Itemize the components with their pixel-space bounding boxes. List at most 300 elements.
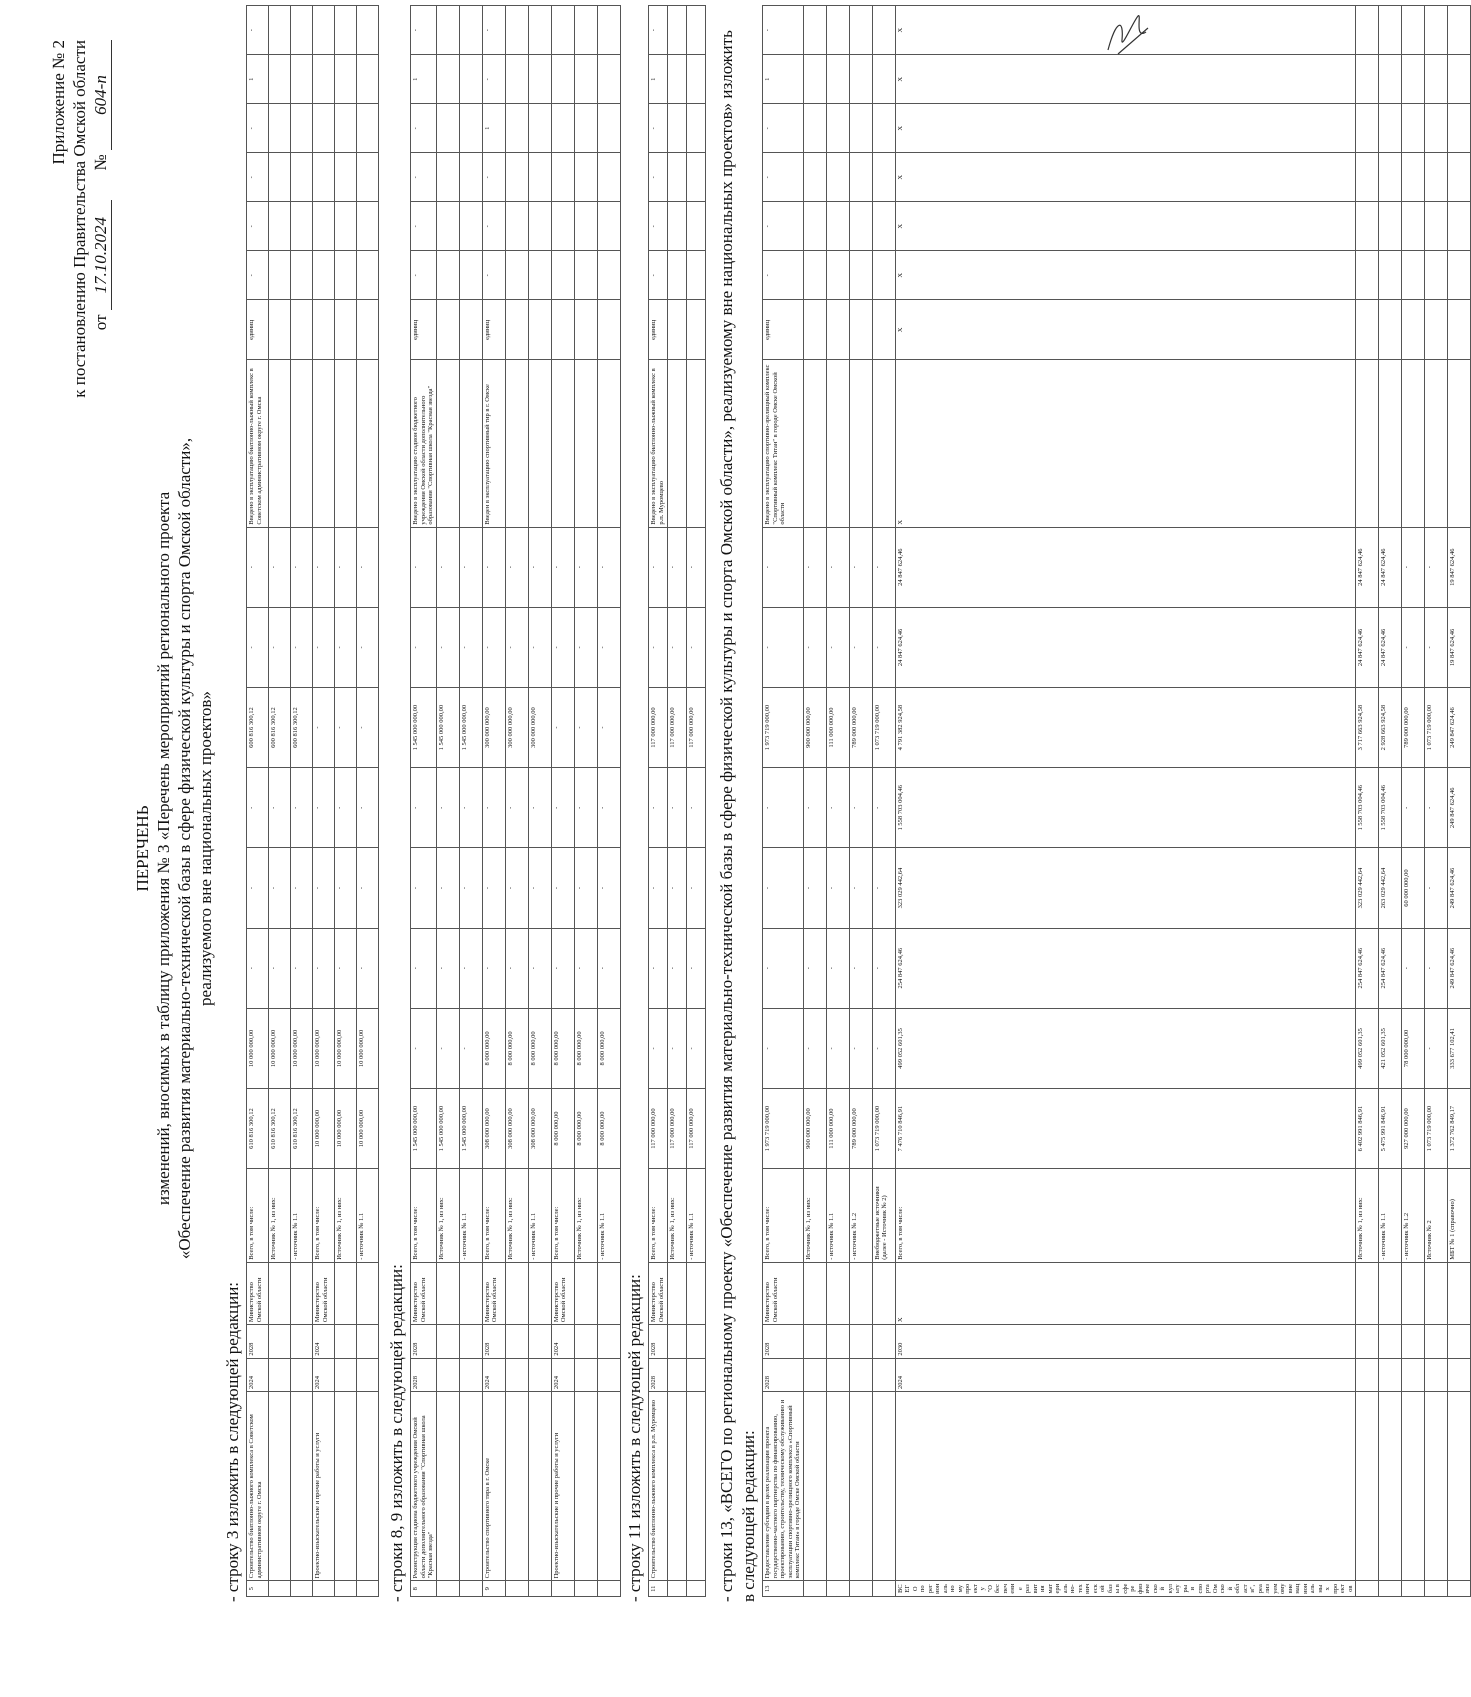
table-cell xyxy=(597,55,620,104)
table-cell: - xyxy=(482,607,505,687)
table-cell: 1 545 000 000,00 xyxy=(411,687,437,767)
table-cell xyxy=(574,1581,597,1597)
table-cell: 2024 xyxy=(313,1358,335,1391)
table-cell xyxy=(1402,360,1425,527)
table-cell: - xyxy=(411,251,437,300)
table-cell xyxy=(528,251,551,300)
table-cell xyxy=(849,104,872,153)
table-cell xyxy=(574,104,597,153)
table-cell xyxy=(459,1325,482,1358)
table-cell xyxy=(1448,104,1471,153)
table-cell xyxy=(826,1392,849,1581)
table-cell xyxy=(826,55,849,104)
table-cell: - xyxy=(436,848,459,928)
decree-label: к постановлению Правительства Омской области xyxy=(70,40,89,398)
decree-date: 17.10.2024 xyxy=(90,200,112,310)
table-row xyxy=(357,6,379,1597)
table-cell xyxy=(291,202,313,251)
table-cell: - xyxy=(269,848,291,928)
table-cell xyxy=(1356,360,1379,527)
table-cell xyxy=(459,6,482,55)
table-cell xyxy=(459,251,482,300)
table-cell xyxy=(528,300,551,360)
table-cell xyxy=(1379,360,1402,527)
table-cell: 610 816 300,12 xyxy=(247,1089,269,1169)
table-cell xyxy=(1402,1581,1425,1597)
table-cell: 2028 xyxy=(649,1358,668,1391)
table-cell: 1 xyxy=(247,55,269,104)
table-cell: - источник № 1.1 xyxy=(1379,1169,1402,1263)
table-cell: - xyxy=(411,153,437,202)
table-cell xyxy=(313,55,335,104)
table-cell xyxy=(1425,202,1448,251)
table-cell: 24 847 624,46 xyxy=(1379,527,1402,607)
table-cell: 1 558 703 004,46 xyxy=(1379,768,1402,848)
table-cell xyxy=(849,1581,872,1597)
table-row xyxy=(1356,6,1379,1597)
table-cell: - xyxy=(597,607,620,687)
table-cell: 2028 xyxy=(763,1358,804,1391)
table-cell: 117 000 000,00 xyxy=(649,687,668,767)
table-cell: - xyxy=(1402,527,1425,607)
table-cell: - xyxy=(335,607,357,687)
table-cell xyxy=(574,202,597,251)
table-cell xyxy=(335,300,357,360)
table-cell xyxy=(1425,300,1448,360)
table-cell xyxy=(849,55,872,104)
table-cell: - xyxy=(649,1008,668,1088)
table-cell: - xyxy=(597,527,620,607)
table-cell xyxy=(687,1581,706,1597)
table-cell xyxy=(687,300,706,360)
table-cell xyxy=(1356,1262,1379,1324)
table-cell: - xyxy=(247,6,269,55)
table-cell: 499 052 601,35 xyxy=(1356,1008,1379,1088)
table-cell xyxy=(1356,1358,1379,1391)
table-cell: 19 847 624,46 xyxy=(1448,527,1471,607)
table-cell: 333 677 102,41 xyxy=(1448,1008,1471,1088)
table-cell: - xyxy=(291,848,313,928)
table-cell xyxy=(849,1358,872,1391)
table-cell xyxy=(826,1325,849,1358)
table-cell: - xyxy=(482,527,505,607)
table-cell: Всего, в том числе: xyxy=(482,1169,505,1263)
table-cell: - xyxy=(482,202,505,251)
table-row xyxy=(763,6,804,1597)
table-cell: - xyxy=(551,768,574,848)
table-cell xyxy=(291,1581,313,1597)
table-cell xyxy=(269,6,291,55)
table-cell xyxy=(1425,251,1448,300)
table-cell: 6 402 991 846,91 xyxy=(1356,1089,1379,1169)
decree-date-number: от 17.10.2024 № 604-п xyxy=(90,40,112,398)
table-cell: - xyxy=(291,928,313,1008)
table-cell: - xyxy=(528,527,551,607)
table-cell xyxy=(826,1262,849,1324)
table-cell xyxy=(1356,104,1379,153)
table-rows-13-total xyxy=(762,5,1471,1597)
table-cell: 1 545 000 000,00 xyxy=(411,1089,437,1169)
table-cell: - xyxy=(649,251,668,300)
table-cell: - xyxy=(849,928,872,1008)
table-cell: 789 000 000,00 xyxy=(849,687,872,767)
table-cell: Источник № 2 xyxy=(1425,1169,1448,1263)
table-cell: 24 847 624,46 xyxy=(1379,607,1402,687)
table-cell: Х xyxy=(895,251,1356,300)
table-cell: 1 545 000 000,00 xyxy=(436,687,459,767)
table-cell xyxy=(574,6,597,55)
table-cell: Введено в эксплуатацию биатлонно-лыжный комплекс в Советском административном округе г. Омска xyxy=(247,360,269,527)
table-cell: - источник № 1.2 xyxy=(1402,1169,1425,1263)
table-cell: единиц xyxy=(247,300,269,360)
table-cell xyxy=(459,104,482,153)
table-cell: - xyxy=(459,848,482,928)
table-cell xyxy=(826,1358,849,1391)
table-cell: 10 000 000,00 xyxy=(269,1008,291,1088)
table-cell xyxy=(1448,153,1471,202)
table-cell: 249 847 624,46 xyxy=(1448,928,1471,1008)
table-cell xyxy=(1448,55,1471,104)
table-cell: - xyxy=(247,607,269,687)
table-cell xyxy=(335,1325,357,1358)
table-cell xyxy=(436,1358,459,1391)
table-cell: - xyxy=(687,1008,706,1088)
table-cell: - xyxy=(803,848,826,928)
table-cell: - xyxy=(763,527,804,607)
table-cell xyxy=(872,360,895,527)
table-cell: 2028 xyxy=(482,1325,505,1358)
table-cell: 24 847 624,46 xyxy=(1356,607,1379,687)
table-cell xyxy=(597,1581,620,1597)
table-cell xyxy=(668,1358,687,1391)
table-cell: - xyxy=(826,768,849,848)
table-cell xyxy=(291,251,313,300)
table-cell: - xyxy=(649,848,668,928)
table-cell xyxy=(291,55,313,104)
table-cell: Всего, в том числе: xyxy=(895,1169,1356,1263)
table-cell xyxy=(597,6,620,55)
table-cell xyxy=(687,1358,706,1391)
table-cell: МБТ № 1 (справочно) xyxy=(1448,1169,1471,1263)
table-cell: - xyxy=(1425,527,1448,607)
table-cell xyxy=(357,1392,379,1581)
table-cell: - xyxy=(668,527,687,607)
table-cell: 1 558 703 004,46 xyxy=(1356,768,1379,848)
table-cell xyxy=(436,1581,459,1597)
table-cell xyxy=(291,104,313,153)
table-cell: 2030 xyxy=(895,1325,1356,1358)
table-cell xyxy=(574,55,597,104)
table-cell: 1 xyxy=(763,55,804,104)
table-cell xyxy=(803,1392,826,1581)
table-cell xyxy=(269,153,291,202)
table-row xyxy=(551,6,574,1597)
table-cell: - xyxy=(574,687,597,767)
table-row xyxy=(649,6,668,1597)
table-cell: 308 000 000,00 xyxy=(482,1089,505,1169)
table-cell xyxy=(551,360,574,527)
table-cell: 1 558 703 004,46 xyxy=(895,768,1356,848)
table-cell: - xyxy=(411,607,437,687)
table-cell: - xyxy=(649,607,668,687)
table-cell xyxy=(291,1325,313,1358)
table-cell xyxy=(357,104,379,153)
table-cell: 300 000 000,00 xyxy=(482,687,505,767)
table-cell xyxy=(291,6,313,55)
table-cell xyxy=(668,1392,687,1581)
table-cell: Министерство Омской области xyxy=(551,1262,574,1324)
table-cell: 254 847 624,46 xyxy=(895,928,1356,1008)
table-cell: 308 000 000,00 xyxy=(528,1089,551,1169)
table-cell: - xyxy=(247,153,269,202)
table-cell: 323 029 442,64 xyxy=(895,848,1356,928)
table-cell xyxy=(1356,202,1379,251)
table-cell: 10 000 000,00 xyxy=(291,1008,313,1088)
table-cell xyxy=(1356,251,1379,300)
table-cell: - xyxy=(1425,768,1448,848)
table-cell: Министерство Омской области xyxy=(649,1262,668,1324)
table-cell: 8 000 000,00 xyxy=(551,1008,574,1088)
table-cell: - xyxy=(826,527,849,607)
table-cell: 11 xyxy=(649,1581,668,1597)
table-cell xyxy=(357,300,379,360)
table-cell: - xyxy=(872,848,895,928)
table-cell: 78 000 000,00 xyxy=(1402,1008,1425,1088)
table-cell: - xyxy=(849,1008,872,1088)
table-cell xyxy=(1379,1325,1402,1358)
table-cell xyxy=(1402,55,1425,104)
table-cell xyxy=(826,300,849,360)
table-cell: - xyxy=(668,848,687,928)
table-cell xyxy=(1402,1392,1425,1581)
table-cell: 117 000 000,00 xyxy=(687,1089,706,1169)
table-cell xyxy=(313,1581,335,1597)
table-cell xyxy=(436,55,459,104)
table-cell: - xyxy=(528,768,551,848)
table-cell: Всего, в том числе: xyxy=(313,1169,335,1263)
table-cell: 4 791 382 924,58 xyxy=(895,687,1356,767)
table-cell xyxy=(335,1358,357,1391)
table-cell: 900 000 000,00 xyxy=(803,687,826,767)
table-cell: 1 xyxy=(649,55,668,104)
table-cell xyxy=(459,153,482,202)
table-cell: - xyxy=(459,928,482,1008)
table-cell: 600 816 300,12 xyxy=(269,687,291,767)
table-cell: - xyxy=(247,527,269,607)
table-cell: Х xyxy=(895,300,1356,360)
table-cell: - xyxy=(872,928,895,1008)
table-row xyxy=(1379,6,1402,1597)
table-cell: Х xyxy=(895,55,1356,104)
table-cell: - xyxy=(459,527,482,607)
table-cell xyxy=(803,153,826,202)
table-cell: 8 000 000,00 xyxy=(574,1008,597,1088)
table-cell xyxy=(1402,300,1425,360)
table-cell: - xyxy=(335,928,357,1008)
table-row xyxy=(849,6,872,1597)
table-cell: - xyxy=(482,928,505,1008)
table-cell xyxy=(574,360,597,527)
table-cell: - xyxy=(436,527,459,607)
table-row xyxy=(803,6,826,1597)
table-cell: - источник № 1.1 xyxy=(291,1169,313,1263)
table-cell xyxy=(597,1392,620,1581)
table-cell xyxy=(597,202,620,251)
table-cell: 1 073 719 000,00 xyxy=(1425,687,1448,767)
table-cell xyxy=(269,251,291,300)
table-cell xyxy=(1425,1325,1448,1358)
table-cell xyxy=(1356,1581,1379,1597)
table-cell xyxy=(505,1392,528,1581)
table-cell: 1 xyxy=(411,55,437,104)
table-cell: 2024 xyxy=(551,1358,574,1391)
table-cell xyxy=(849,1325,872,1358)
table-cell: 499 052 601,35 xyxy=(895,1008,1356,1088)
table-cell xyxy=(357,153,379,202)
table-cell xyxy=(1379,251,1402,300)
table-cell xyxy=(291,360,313,527)
table-cell xyxy=(849,202,872,251)
table-cell: 24 847 624,46 xyxy=(895,527,1356,607)
table-cell: - xyxy=(1402,928,1425,1008)
table-cell xyxy=(505,1262,528,1324)
table-cell: единиц xyxy=(482,300,505,360)
table-cell: - xyxy=(269,607,291,687)
table-cell: 7 476 710 846,91 xyxy=(895,1089,1356,1169)
table-cell xyxy=(551,6,574,55)
table-cell: Всего, в том числе: xyxy=(763,1169,804,1263)
table-cell xyxy=(269,1392,291,1581)
table-row-11 xyxy=(648,5,706,1597)
table-cell xyxy=(687,55,706,104)
table-cell: - xyxy=(482,251,505,300)
table-cell: - xyxy=(247,928,269,1008)
table-cell: 10 000 000,00 xyxy=(357,1008,379,1088)
table-cell: - xyxy=(411,768,437,848)
table-cell xyxy=(436,6,459,55)
table-cell xyxy=(313,153,335,202)
table-cell xyxy=(436,104,459,153)
table-cell: 8 xyxy=(411,1581,437,1597)
table-cell xyxy=(849,6,872,55)
table-cell xyxy=(528,202,551,251)
table-cell: Источник № 1, из них: xyxy=(335,1169,357,1263)
table-cell xyxy=(459,300,482,360)
table-cell: 789 000 000,00 xyxy=(1402,687,1425,767)
table-cell: - xyxy=(1402,768,1425,848)
table-cell xyxy=(1448,360,1471,527)
table-cell xyxy=(528,6,551,55)
table-cell xyxy=(436,1262,459,1324)
table-cell xyxy=(1402,6,1425,55)
table-cell xyxy=(872,251,895,300)
table-cell: Проектно-изыскательские и прочие работы и услуги xyxy=(313,1392,335,1581)
table-cell xyxy=(1448,1581,1471,1597)
table-cell xyxy=(269,104,291,153)
table-cell: - xyxy=(357,768,379,848)
table-cell xyxy=(826,251,849,300)
table-cell xyxy=(826,6,849,55)
table-cell: - xyxy=(505,768,528,848)
table-cell xyxy=(459,1581,482,1597)
table-cell: - xyxy=(763,607,804,687)
table-cell: 300 000 000,00 xyxy=(505,687,528,767)
table-cell: - xyxy=(826,1008,849,1088)
table-cell: 24 847 624,46 xyxy=(895,607,1356,687)
table-cell xyxy=(1379,153,1402,202)
table-cell: - xyxy=(313,768,335,848)
table-cell xyxy=(313,360,335,527)
table-cell xyxy=(436,153,459,202)
table-cell xyxy=(872,153,895,202)
table-row xyxy=(291,6,313,1597)
table-cell: 8 000 000,00 xyxy=(597,1089,620,1169)
table-cell xyxy=(597,360,620,527)
table-cell xyxy=(803,104,826,153)
table-cell xyxy=(335,360,357,527)
table-cell xyxy=(668,1581,687,1597)
table-cell: 111 000 000,00 xyxy=(826,687,849,767)
table-cell xyxy=(1356,153,1379,202)
table-cell xyxy=(849,251,872,300)
table-cell: - xyxy=(803,768,826,848)
table-cell: - xyxy=(803,607,826,687)
table-cell: - xyxy=(482,55,505,104)
table-cell: - xyxy=(247,251,269,300)
table-cell: 2 928 663 924,58 xyxy=(1379,687,1402,767)
table-cell: - xyxy=(763,202,804,251)
table-cell: - xyxy=(687,848,706,928)
table-cell: Министерство Омской области xyxy=(411,1262,437,1324)
table-row xyxy=(459,6,482,1597)
table-cell xyxy=(803,55,826,104)
table-cell: - xyxy=(411,1008,437,1088)
table-cell: - xyxy=(649,928,668,1008)
table-cell: - xyxy=(459,768,482,848)
table-cell: Х xyxy=(895,360,1356,527)
table-cell: - xyxy=(269,768,291,848)
table-cell: - xyxy=(436,928,459,1008)
table-cell: 610 816 300,12 xyxy=(269,1089,291,1169)
table-cell: 8 000 000,00 xyxy=(482,1008,505,1088)
table-cell xyxy=(668,202,687,251)
table-cell xyxy=(1448,6,1471,55)
table-cell: - xyxy=(313,928,335,1008)
table-cell xyxy=(528,55,551,104)
table-cell xyxy=(269,300,291,360)
table-cell: 8 000 000,00 xyxy=(574,1089,597,1169)
table-cell xyxy=(872,6,895,55)
table-cell: 8 000 000,00 xyxy=(597,1008,620,1088)
table-cell xyxy=(436,251,459,300)
table-cell: - источник № 1.1 xyxy=(826,1169,849,1263)
table-cell xyxy=(597,1325,620,1358)
section-heading-3: - строку 11 изложить в следующей редакции: xyxy=(625,1274,644,1602)
table-cell xyxy=(269,1262,291,1324)
table-cell: - xyxy=(574,607,597,687)
appendix-label: Приложение № 2 xyxy=(49,40,68,165)
table-cell: - xyxy=(357,687,379,767)
table-cell: 5 475 991 846,91 xyxy=(1379,1089,1402,1169)
table-cell: 117 000 000,00 xyxy=(649,1089,668,1169)
table-cell: - xyxy=(357,848,379,928)
table-cell: - источник № 1.1 xyxy=(357,1169,379,1263)
table-cell: - источник № 1.2 xyxy=(849,1169,872,1263)
table-cell: Источник № 1, из них: xyxy=(505,1169,528,1263)
table-cell: Министерство Омской области xyxy=(482,1262,505,1324)
table-cell xyxy=(269,55,291,104)
table-row xyxy=(335,6,357,1597)
